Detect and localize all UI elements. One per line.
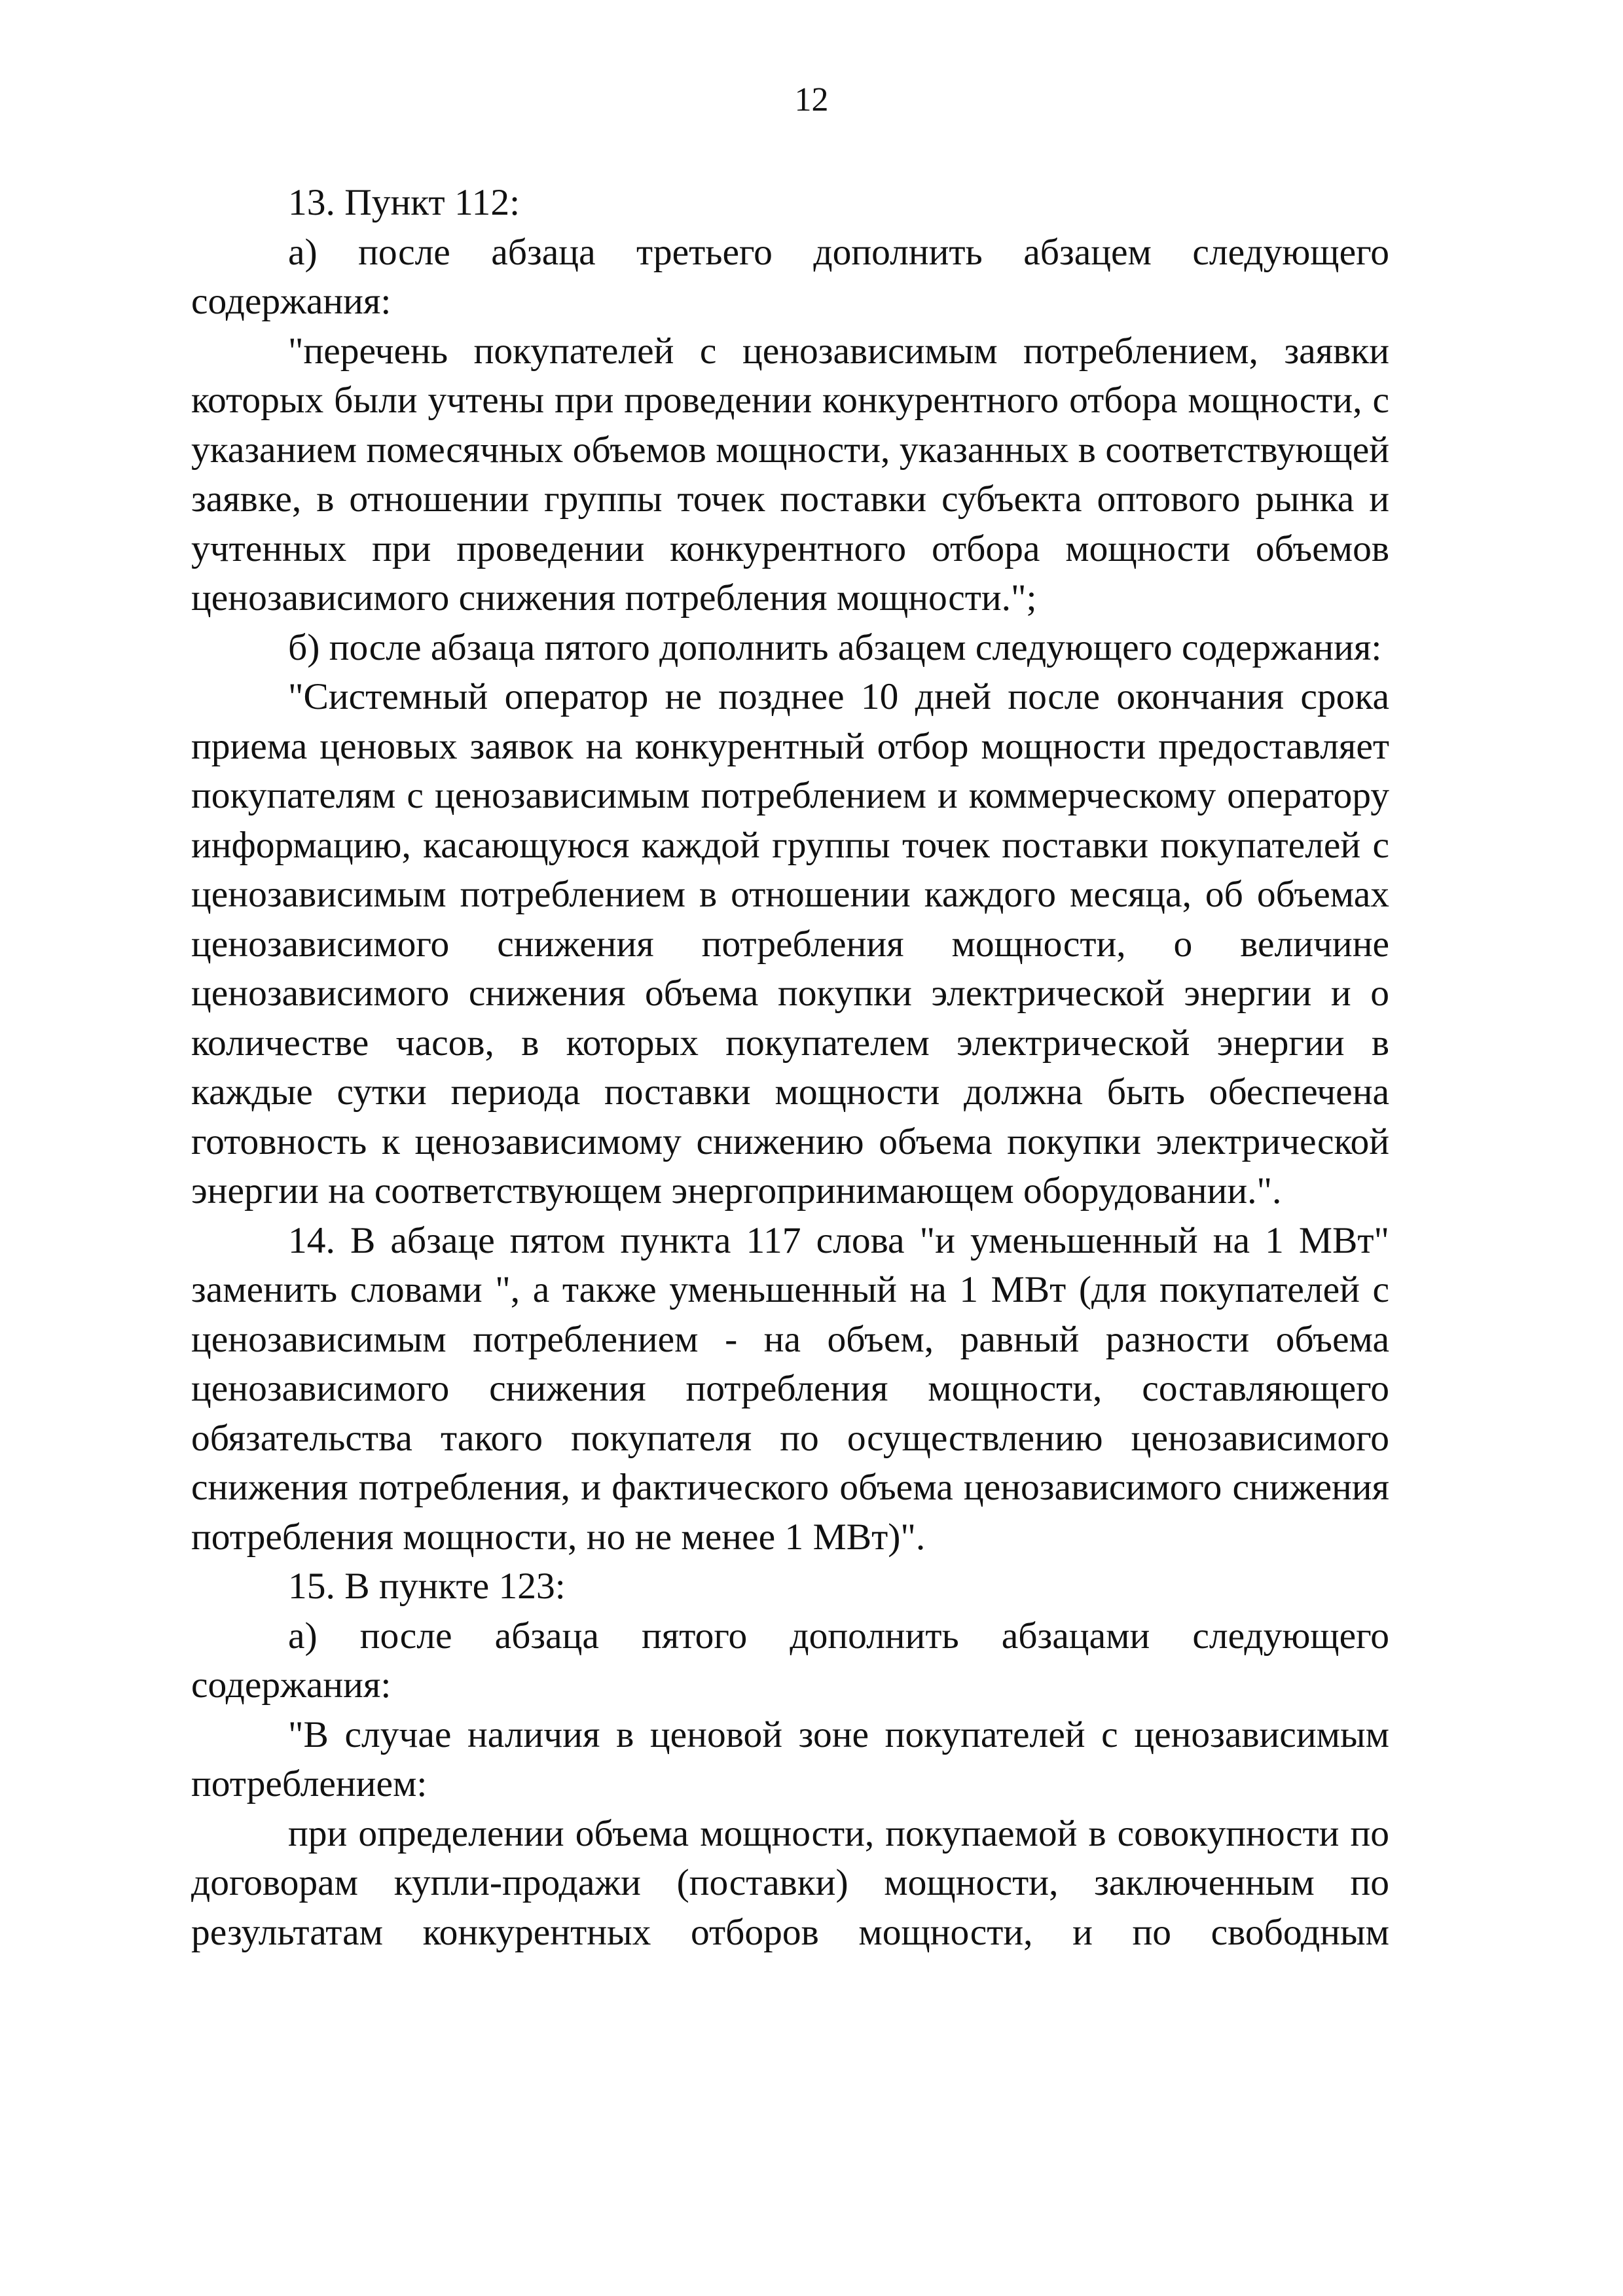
- document-body: [191, 178, 1389, 1957]
- paragraph-15a-continuation: при определении объема мощности, покупаемой в совокупности по договорам купли-продажи (поставки) мощности, заключенным по результатам конкурентных отборов мощности, и по свободным: [191, 1812, 1389, 1953]
- paragraph-13b-quote: "Системный оператор не позднее 10 дней после окончания срока приема ценовых заявок на конкурентный отбор мощности предоставляет покупателям с ценозависимым потреблением и коммерческому оператору информацию, касающуюся каждой группы точек поставки покупателей с ценозависимым потреблением в отношении каждого месяца, об объемах ценозависимого снижения потребления мощности, о величине ценозависимого снижения объема покупки электрической энергии и о количестве часов, в которых покупателем электрической энергии в каждые сутки периода поставки мощности должна быть обеспечена готовность к ценозависимому снижению объема покупки электрической энергии на соответствующем энергопринимающем оборудовании.".: [191, 676, 1389, 1211]
- paragraph-15a-quote: "В случае наличия в ценовой зоне покупателей с ценозависимым потреблением:: [191, 1713, 1389, 1804]
- paragraph-14: 14. В абзаце пятом пункта 117 слова "и уменьшенный на 1 МВт" заменить словами ", а также уменьшенный на 1 МВт (для покупателей с ценозависимым потреблением - на объем, равный разности объема ценозависимого снижения потребления мощности, составляющего обязательства такого покупателя по осуществлению ценозависимого снижения потребления, и фактического объема ценозависимого снижения потребления мощности, но не менее 1 МВт)".: [191, 1219, 1389, 1558]
- paragraph-13a-quote: "перечень покупателей с ценозависимым потреблением, заявки которых были учтены при проведении конкурентного отбора мощности, с указанием помесячных объемов мощности, указанных в соответствующей заявке, в отношении группы точек поставки субъекта оптового рынка и учтенных при проведении конкурентного отбора мощности объемов ценозависимого снижения потребления мощности.";: [191, 330, 1389, 619]
- page-number: 12: [794, 81, 829, 118]
- paragraph-15-heading: 15. В пункте 123:: [288, 1566, 566, 1607]
- paragraph-15a: а) после абзаца пятого дополнить абзацами следующего содержания:: [191, 1615, 1389, 1706]
- paragraph-13b: б) после абзаца пятого дополнить абзацем следующего содержания:: [288, 626, 1382, 668]
- paragraph-13-heading: 13. Пункт 112:: [288, 182, 520, 223]
- paragraph-13a: а) после абзаца третьего дополнить абзацем следующего содержания:: [191, 231, 1389, 322]
